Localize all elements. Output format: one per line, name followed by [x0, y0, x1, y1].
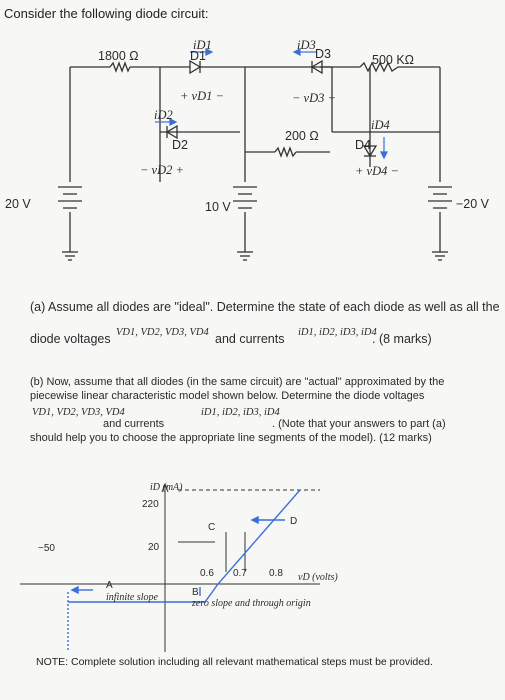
part-a-marks: . (8 marks)	[372, 332, 432, 346]
graph-a-desc: infinite slope	[106, 592, 158, 603]
footer-note: NOTE: Complete solution including all relevant mathematical steps must be provided.	[36, 656, 433, 668]
part-b-currents: iD1, iD2, iD3, iD4	[201, 407, 280, 418]
diode-characteristic-graph	[0, 462, 505, 657]
part-b-voltages: VD1, VD2, VD3, VD4	[32, 407, 125, 418]
graph-point-d: D	[290, 516, 298, 527]
part-b-note: . (Note that your answers to part (a)	[272, 418, 446, 430]
graph-point-c: C	[208, 522, 216, 533]
id3-label: iD3	[297, 38, 316, 52]
graph-tick-08: 0.8	[269, 568, 283, 579]
id1-label: iD1	[193, 38, 212, 52]
part-a-label: diode voltages	[30, 332, 111, 346]
part-b-line2: piecewise linear characteristic model shown below. Determine the diode voltages	[30, 390, 425, 402]
d4-label: D4	[355, 138, 371, 152]
r1-label: 1800 Ω	[98, 49, 139, 63]
graph-b-desc: zero slope and through origin	[192, 598, 311, 609]
r3-label: 500 KΩ	[372, 53, 415, 67]
graph-tick-neg50: −50	[38, 543, 55, 554]
v1-label: 20 V	[5, 197, 31, 211]
part-a-currents: iD1, iD2, iD3, iD4	[298, 327, 377, 338]
d1-label: D1	[190, 49, 206, 63]
d2-label: D2	[172, 138, 188, 152]
graph-tick-06: 0.6	[200, 568, 214, 579]
v3-label: −20 V	[456, 197, 490, 211]
vd4-label: + vD4 −	[355, 164, 399, 178]
part-b-and: and currents	[103, 418, 165, 430]
d3-label: D3	[315, 47, 331, 61]
graph-tick-220: 220	[142, 499, 159, 510]
diode-circuit	[0, 22, 505, 277]
part-a-voltages: VD1, VD2, VD3, VD4	[116, 327, 209, 338]
graph-tick-07: 0.7	[233, 568, 247, 579]
problem-intro: Consider the following diode circuit:	[4, 6, 209, 21]
r2-label: 200 Ω	[285, 129, 319, 143]
part-b-line4: should help you to choose the appropriate line segments of the model). (12 marks)	[30, 432, 432, 444]
vd2-label: − vD2 +	[140, 163, 184, 177]
id4-label: iD4	[371, 118, 390, 132]
graph-y-label: iD (mA)	[150, 482, 183, 493]
graph-point-b: B	[192, 587, 199, 598]
id2-label: iD2	[154, 108, 173, 122]
part-a-text: (a) Assume all diodes are "ideal". Determine the state of each diode as well as all the	[30, 300, 500, 314]
graph-tick-20: 20	[148, 542, 160, 553]
part-a-and: and currents	[215, 332, 285, 346]
graph-point-a: A	[106, 580, 113, 591]
vd3-label: − vD3 +	[292, 91, 336, 105]
v2-label: 10 V	[205, 200, 231, 214]
graph-x-label: vD (volts)	[298, 572, 338, 583]
vd1-label: + vD1 −	[180, 89, 224, 103]
part-b-line1: (b) Now, assume that all diodes (in the same circuit) are "actual" approximated by the	[30, 376, 445, 388]
